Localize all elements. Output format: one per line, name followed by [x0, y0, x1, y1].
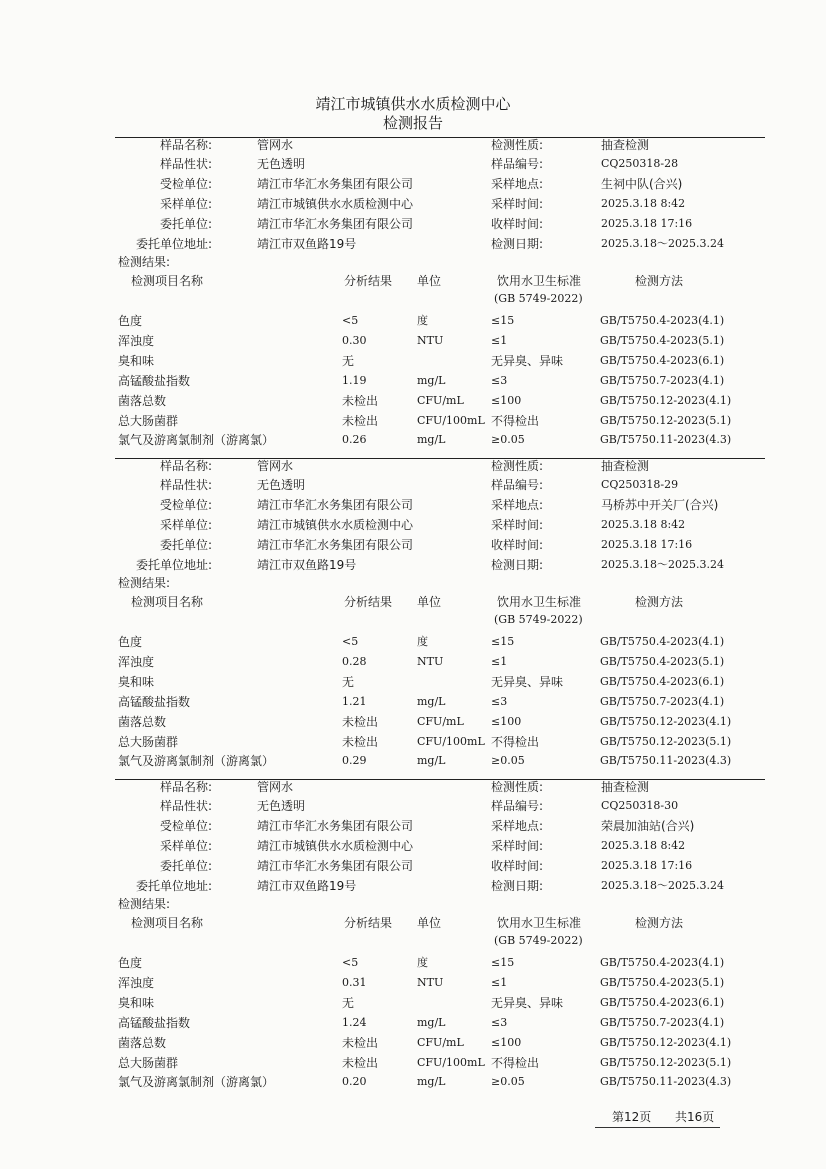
item-unit: CFU/mL: [417, 393, 464, 407]
item-method: GB/T5750.11-2023(4.3): [600, 433, 732, 447]
item-unit: 度: [417, 635, 428, 648]
col-standard-code: (GB 5749-2022): [494, 292, 583, 305]
item-unit: mg/L: [417, 754, 446, 768]
item-result: 未检出: [342, 393, 379, 408]
item-standard: 不得检出: [491, 413, 540, 428]
value-sampling-time: 2025.3.18 8:42: [601, 517, 686, 531]
item-standard: ≤100: [491, 714, 522, 728]
label-inspected-unit: 受检单位:: [159, 177, 212, 192]
value-sample-no: CQ250318-28: [601, 157, 679, 171]
item-result: 无: [342, 353, 355, 368]
label-sample-name: 样品名称:: [159, 779, 212, 794]
value-sampling-place: 荣晨加油站(合兴): [601, 819, 695, 834]
page-number: 第12页: [612, 1110, 652, 1124]
item-result: 0.28: [342, 654, 367, 668]
item-standard: ≥0.05: [491, 754, 525, 768]
col-result: 分析结果: [344, 595, 393, 609]
item-name: 高锰酸盐指数: [118, 1015, 191, 1030]
value-sampling-unit: 靖江市城镇供水水质检测中心: [257, 517, 414, 532]
report-org-title: 靖江市城镇供水水质检测中心: [315, 95, 511, 113]
col-standard: 饮用水卫生标准: [497, 916, 582, 930]
item-standard: ≤100: [491, 1035, 522, 1049]
value-entrust-unit: 靖江市华汇水务集团有限公司: [257, 216, 414, 231]
item-name: 菌落总数: [118, 714, 167, 729]
value-sampling-unit: 靖江市城镇供水水质检测中心: [257, 838, 414, 853]
label-inspected-unit: 受检单位:: [159, 498, 212, 513]
value-inspected-unit: 靖江市华汇水务集团有限公司: [257, 819, 414, 834]
item-result: 未检出: [342, 734, 379, 749]
results-label: 检测结果:: [118, 255, 171, 269]
value-sample-state: 无色透明: [257, 478, 306, 493]
item-result: 未检出: [342, 413, 379, 428]
item-unit: 度: [417, 314, 428, 327]
page-total: 共16页: [675, 1110, 715, 1124]
value-receive-time: 2025.3.18 17:16: [601, 537, 693, 551]
item-name: 臭和味: [118, 995, 155, 1010]
item-method: GB/T5750.12-2023(5.1): [600, 413, 732, 427]
item-name: 浑浊度: [118, 654, 155, 669]
item-name: 色度: [118, 956, 143, 970]
results-label: 检测结果:: [118, 576, 171, 590]
item-unit: 度: [417, 956, 428, 969]
item-standard: ≤15: [491, 635, 515, 648]
item-name: 氯气及游离氯制剂（游离氯）: [118, 754, 275, 769]
label-sample-no: 样品编号:: [491, 478, 544, 493]
item-result: 0.29: [342, 754, 367, 768]
label-entrust-unit: 委托单位:: [159, 858, 212, 873]
item-name: 氯气及游离氯制剂（游离氯）: [118, 1075, 275, 1090]
label-sample-state: 样品性状:: [159, 799, 212, 814]
label-sampling-place: 采样地点:: [491, 819, 544, 834]
item-method: GB/T5750.4-2023(5.1): [600, 333, 725, 347]
label-sample-no: 样品编号:: [491, 799, 544, 814]
item-name: 浑浊度: [118, 975, 155, 990]
item-method: GB/T5750.4-2023(6.1): [600, 674, 725, 688]
item-unit: mg/L: [417, 694, 446, 708]
item-standard: 无异臭、异味: [491, 353, 564, 368]
item-standard: 无异臭、异味: [491, 674, 564, 689]
label-test-nature: 检测性质:: [491, 779, 544, 794]
item-standard: ≤3: [491, 1015, 508, 1029]
item-unit: CFU/100mL: [417, 1055, 485, 1069]
value-sample-state: 无色透明: [257, 799, 306, 814]
item-standard: 无异臭、异味: [491, 995, 564, 1010]
col-item-name: 检测项目名称: [131, 916, 204, 930]
item-result: 1.21: [342, 694, 367, 708]
value-sampling-time: 2025.3.18 8:42: [601, 196, 686, 210]
col-standard: 饮用水卫生标准: [497, 274, 582, 288]
section-divider: [115, 137, 765, 138]
value-sampling-time: 2025.3.18 8:42: [601, 838, 686, 852]
value-test-date: 2025.3.18～2025.3.24: [601, 236, 724, 250]
col-unit: 单位: [417, 274, 442, 288]
item-method: GB/T5750.4-2023(6.1): [600, 995, 725, 1009]
item-unit: NTU: [417, 333, 444, 347]
value-test-nature: 抽查检测: [601, 137, 650, 152]
label-test-nature: 检测性质:: [491, 137, 544, 152]
item-method: GB/T5750.7-2023(4.1): [600, 694, 725, 708]
item-standard: ≥0.05: [491, 1075, 525, 1089]
item-method: GB/T5750.4-2023(4.1): [600, 956, 725, 969]
item-name: 总大肠菌群: [118, 413, 179, 428]
item-standard: 不得检出: [491, 1055, 540, 1070]
label-sampling-time: 采样时间:: [491, 517, 544, 532]
results-label: 检测结果:: [118, 897, 171, 911]
item-name: 高锰酸盐指数: [118, 373, 191, 388]
value-sample-name: 管网水: [257, 137, 294, 152]
item-result: 0.20: [342, 1075, 367, 1089]
label-sampling-time: 采样时间:: [491, 196, 544, 211]
label-receive-time: 收样时间:: [491, 216, 544, 231]
value-test-date: 2025.3.18～2025.3.24: [601, 557, 724, 571]
label-sampling-unit: 采样单位:: [159, 517, 212, 532]
col-item-name: 检测项目名称: [131, 595, 204, 609]
item-name: 高锰酸盐指数: [118, 694, 191, 709]
item-name: 臭和味: [118, 353, 155, 368]
item-method: GB/T5750.11-2023(4.3): [600, 1075, 732, 1089]
item-result: 0.26: [342, 433, 367, 447]
col-standard: 饮用水卫生标准: [497, 595, 582, 609]
item-unit: mg/L: [417, 1075, 446, 1089]
value-receive-time: 2025.3.18 17:16: [601, 858, 693, 872]
label-entrust-addr: 委托单位地址:: [135, 557, 212, 572]
item-name: 总大肠菌群: [118, 1055, 179, 1070]
section-divider: [115, 779, 765, 780]
item-method: GB/T5750.12-2023(4.1): [600, 393, 732, 407]
label-entrust-unit: 委托单位:: [159, 216, 212, 231]
item-method: GB/T5750.4-2023(4.1): [600, 635, 725, 648]
value-sample-name: 管网水: [257, 458, 294, 473]
col-method: 检测方法: [635, 595, 684, 609]
item-method: GB/T5750.12-2023(5.1): [600, 1055, 732, 1069]
value-entrust-unit: 靖江市华汇水务集团有限公司: [257, 537, 414, 552]
item-unit: mg/L: [417, 373, 446, 387]
label-sampling-unit: 采样单位:: [159, 196, 212, 211]
value-sample-no: CQ250318-30: [601, 799, 679, 813]
col-item-name: 检测项目名称: [131, 274, 204, 288]
value-test-nature: 抽查检测: [601, 458, 650, 473]
item-standard: ≥0.05: [491, 433, 525, 447]
item-unit: mg/L: [417, 1015, 446, 1029]
item-name: 浑浊度: [118, 333, 155, 348]
label-inspected-unit: 受检单位:: [159, 819, 212, 834]
item-unit: NTU: [417, 975, 444, 989]
item-method: GB/T5750.7-2023(4.1): [600, 1015, 725, 1029]
item-result: 0.30: [342, 333, 367, 347]
col-standard-code: (GB 5749-2022): [494, 934, 583, 947]
label-sample-name: 样品名称:: [159, 137, 212, 152]
footer-divider: [595, 1127, 720, 1128]
label-sampling-place: 采样地点:: [491, 177, 544, 192]
item-method: GB/T5750.7-2023(4.1): [600, 373, 725, 387]
col-unit: 单位: [417, 595, 442, 609]
label-test-date: 检测日期:: [491, 878, 544, 893]
label-sample-state: 样品性状:: [159, 157, 212, 172]
item-result: 0.31: [342, 975, 367, 989]
value-test-nature: 抽查检测: [601, 779, 650, 794]
col-unit: 单位: [417, 916, 442, 930]
item-unit: CFU/100mL: [417, 413, 485, 427]
label-entrust-addr: 委托单位地址:: [135, 236, 212, 251]
item-result: 无: [342, 674, 355, 689]
item-method: GB/T5750.11-2023(4.3): [600, 754, 732, 768]
col-result: 分析结果: [344, 916, 393, 930]
label-entrust-addr: 委托单位地址:: [135, 878, 212, 893]
item-method: GB/T5750.12-2023(4.1): [600, 714, 732, 728]
value-entrust-addr: 靖江市双鱼路19号: [257, 236, 357, 251]
label-entrust-unit: 委托单位:: [159, 537, 212, 552]
section-divider: [115, 458, 765, 459]
item-name: 色度: [118, 314, 143, 328]
item-unit: NTU: [417, 654, 444, 668]
col-result: 分析结果: [344, 274, 393, 288]
label-sample-no: 样品编号:: [491, 157, 544, 172]
label-sampling-place: 采样地点:: [491, 498, 544, 513]
item-result: <5: [342, 314, 359, 327]
label-sample-name: 样品名称:: [159, 458, 212, 473]
item-standard: ≤15: [491, 314, 515, 327]
item-method: GB/T5750.4-2023(5.1): [600, 654, 725, 668]
value-entrust-addr: 靖江市双鱼路19号: [257, 557, 357, 572]
item-standard: ≤1: [491, 975, 508, 989]
item-result: 无: [342, 995, 355, 1010]
item-name: 氯气及游离氯制剂（游离氯）: [118, 433, 275, 448]
item-standard: ≤100: [491, 393, 522, 407]
value-sample-no: CQ250318-29: [601, 478, 679, 492]
item-unit: CFU/mL: [417, 1035, 464, 1049]
item-method: GB/T5750.12-2023(5.1): [600, 734, 732, 748]
col-method: 检测方法: [635, 274, 684, 288]
label-receive-time: 收样时间:: [491, 858, 544, 873]
item-unit: CFU/mL: [417, 714, 464, 728]
item-unit: mg/L: [417, 433, 446, 447]
item-standard: ≤1: [491, 333, 508, 347]
item-standard: ≤3: [491, 373, 508, 387]
item-name: 臭和味: [118, 674, 155, 689]
item-method: GB/T5750.4-2023(5.1): [600, 975, 725, 989]
value-inspected-unit: 靖江市华汇水务集团有限公司: [257, 498, 414, 513]
value-receive-time: 2025.3.18 17:16: [601, 216, 693, 230]
col-method: 检测方法: [635, 916, 684, 930]
label-test-date: 检测日期:: [491, 236, 544, 251]
item-method: GB/T5750.4-2023(4.1): [600, 314, 725, 327]
value-test-date: 2025.3.18～2025.3.24: [601, 878, 724, 892]
label-sampling-time: 采样时间:: [491, 838, 544, 853]
label-test-nature: 检测性质:: [491, 458, 544, 473]
item-result: 未检出: [342, 714, 379, 729]
item-standard: ≤1: [491, 654, 508, 668]
item-method: GB/T5750.4-2023(6.1): [600, 353, 725, 367]
value-entrust-unit: 靖江市华汇水务集团有限公司: [257, 858, 414, 873]
col-standard-code: (GB 5749-2022): [494, 613, 583, 626]
item-unit: CFU/100mL: [417, 734, 485, 748]
item-name: 菌落总数: [118, 393, 167, 408]
item-standard: ≤15: [491, 956, 515, 969]
item-result: 1.19: [342, 373, 367, 387]
value-sampling-place: 马桥苏中开关厂(合兴): [601, 498, 719, 513]
value-entrust-addr: 靖江市双鱼路19号: [257, 878, 357, 893]
item-method: GB/T5750.12-2023(4.1): [600, 1035, 732, 1049]
value-sampling-unit: 靖江市城镇供水水质检测中心: [257, 196, 414, 211]
item-name: 菌落总数: [118, 1035, 167, 1050]
label-sample-state: 样品性状:: [159, 478, 212, 493]
item-standard: 不得检出: [491, 734, 540, 749]
label-sampling-unit: 采样单位:: [159, 838, 212, 853]
item-result: 未检出: [342, 1035, 379, 1050]
item-result: 未检出: [342, 1055, 379, 1070]
value-sample-state: 无色透明: [257, 157, 306, 172]
item-standard: ≤3: [491, 694, 508, 708]
value-inspected-unit: 靖江市华汇水务集团有限公司: [257, 177, 414, 192]
label-receive-time: 收样时间:: [491, 537, 544, 552]
item-result: <5: [342, 635, 359, 648]
item-name: 色度: [118, 635, 143, 649]
label-test-date: 检测日期:: [491, 557, 544, 572]
item-result: <5: [342, 956, 359, 969]
item-name: 总大肠菌群: [118, 734, 179, 749]
report-title: 检测报告: [382, 114, 443, 132]
value-sample-name: 管网水: [257, 779, 294, 794]
item-result: 1.24: [342, 1015, 367, 1029]
value-sampling-place: 生祠中队(合兴): [601, 177, 683, 192]
